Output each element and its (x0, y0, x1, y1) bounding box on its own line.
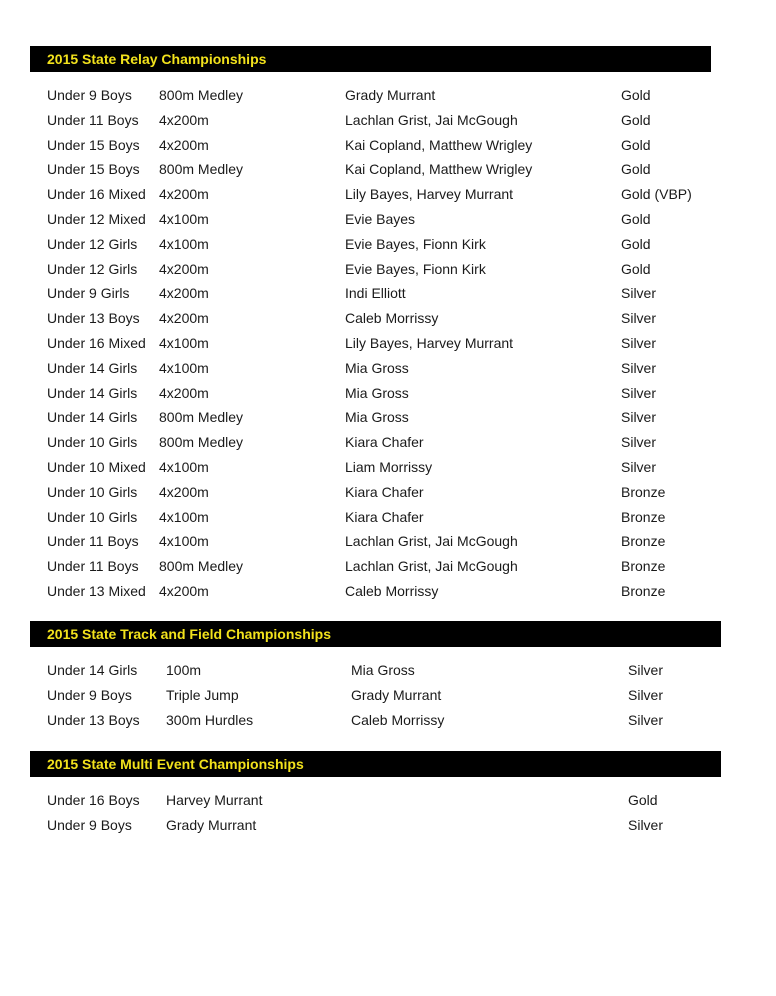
age-group-cell: Under 14 Girls (47, 384, 138, 401)
event-cell: 4x100m (159, 335, 209, 351)
event-cell: 4x100m (159, 211, 209, 227)
athletes-cell: Liam Morrissy (345, 459, 433, 475)
medal-cell: Silver (621, 310, 657, 327)
age-group-cell: Under 11 Boys (47, 558, 139, 575)
medal-cell: Silver (621, 359, 657, 376)
athletes-cell: Mia Gross (345, 384, 409, 401)
athletes-cell: Mia Gross (345, 409, 409, 426)
athletes-cell: Kai Copland, Matthew Wrigley (345, 161, 533, 178)
event-cell: 4x200m (159, 186, 209, 203)
age-group-cell: Under 14 Girls (47, 409, 138, 426)
multi-header-bar (30, 751, 721, 777)
track-header-bar (30, 621, 721, 647)
event-cell: 100m (166, 662, 202, 678)
medal-cell: Gold (621, 87, 651, 103)
age-group-cell: Under 10 Mixed (47, 459, 146, 475)
event-cell: 800m Medley (159, 87, 244, 103)
table-row (0, 260, 776, 285)
event-cell: 4x200m (159, 285, 209, 302)
age-group-cell: Under 13 Mixed (47, 583, 146, 599)
age-group-cell: Under 13 Boys (47, 310, 140, 327)
athletes-cell: Indi Elliott (345, 285, 406, 302)
table-row (0, 111, 776, 136)
athletes-cell: Kiara Chafer (345, 508, 424, 525)
event-cell: 4x100m (159, 359, 209, 376)
athlete-cell: Mia Gross (351, 662, 415, 678)
age-group-cell: Under 12 Girls (47, 260, 138, 277)
event-cell: 800m Medley (159, 558, 244, 575)
table-row (0, 433, 776, 458)
table-row (0, 384, 776, 409)
event-cell: 4x200m (159, 483, 209, 500)
age-group-cell: Under 14 Girls (47, 359, 138, 376)
athletes-cell: Kiara Chafer (345, 483, 424, 500)
event-cell: 4x100m (159, 459, 209, 475)
relay-header-bar (30, 46, 711, 72)
age-group-cell: Under 11 Boys (47, 533, 139, 550)
age-group-cell: Under 9 Girls (47, 285, 130, 302)
medal-cell: Silver (628, 711, 664, 728)
medal-cell: Silver (621, 285, 657, 302)
medal-cell: Bronze (621, 558, 666, 575)
athlete-cell: Caleb Morrissy (351, 711, 445, 728)
medal-cell: Gold (628, 792, 658, 808)
event-cell: 4x200m (159, 260, 209, 277)
event-cell: 4x100m (159, 235, 209, 252)
athletes-cell: Evie Bayes, Fionn Kirk (345, 260, 486, 277)
age-group-cell: Under 16 Mixed (47, 186, 146, 203)
athletes-cell: Lily Bayes, Harvey Murrant (345, 335, 514, 351)
age-group-cell: Under 10 Girls (47, 483, 138, 500)
table-row (0, 185, 776, 210)
table-row (0, 210, 776, 235)
medal-cell: Silver (628, 816, 664, 833)
table-row (0, 582, 776, 607)
age-group-cell: Under 11 Boys (47, 111, 139, 128)
medal-cell: Bronze (621, 583, 666, 599)
athletes-cell: Kiara Chafer (345, 434, 424, 451)
medal-cell: Silver (621, 409, 657, 426)
age-group-cell: Under 15 Boys (47, 161, 140, 178)
age-group-cell: Under 10 Girls (47, 434, 138, 451)
medal-cell: Bronze (621, 508, 666, 525)
athletes-cell: Lily Bayes, Harvey Murrant (345, 186, 514, 203)
age-group-cell: Under 12 Mixed (47, 211, 146, 227)
medal-cell: Gold (621, 161, 651, 178)
age-group-cell: Under 16 Boys (47, 792, 140, 808)
event-cell: Triple Jump (166, 686, 239, 703)
medal-cell: Silver (628, 686, 664, 703)
event-cell: 4x200m (159, 136, 209, 153)
medal-cell: Bronze (621, 483, 666, 500)
medal-cell: Silver (621, 434, 657, 451)
table-row (0, 816, 776, 841)
medal-cell: Gold (621, 260, 651, 277)
athletes-cell: Kai Copland, Matthew Wrigley (345, 136, 533, 153)
age-group-cell: Under 9 Boys (47, 816, 132, 833)
table-row (0, 408, 776, 433)
relay-section-title: 2015 State Relay Championships (47, 51, 267, 67)
event-cell: 4x200m (159, 111, 209, 128)
age-group-cell: Under 12 Girls (47, 235, 138, 252)
table-row (0, 557, 776, 582)
table-row (0, 284, 776, 309)
medal-cell: Gold (621, 111, 651, 128)
event-cell: 4x200m (159, 384, 209, 401)
athletes-cell: Caleb Morrissy (345, 310, 439, 327)
athletes-cell: Lachlan Grist, Jai McGough (345, 558, 518, 575)
athletes-cell: Evie Bayes, Fionn Kirk (345, 235, 486, 252)
table-row (0, 86, 776, 111)
table-row (0, 483, 776, 508)
athletes-cell: Caleb Morrissy (345, 583, 439, 599)
table-row (0, 686, 776, 711)
event-cell: 800m Medley (159, 409, 244, 426)
event-cell: 4x200m (159, 583, 209, 599)
age-group-cell: Under 13 Boys (47, 711, 140, 728)
medal-cell: Gold (621, 136, 651, 153)
age-group-cell: Under 15 Boys (47, 136, 140, 153)
event-cell: 4x100m (159, 533, 209, 550)
age-group-cell: Under 14 Girls (47, 662, 138, 678)
athlete-cell: Grady Murrant (351, 686, 442, 703)
table-row (0, 160, 776, 185)
table-row (0, 235, 776, 260)
medal-cell: Gold (621, 235, 651, 252)
age-group-cell: Under 9 Boys (47, 87, 132, 103)
table-row (0, 136, 776, 161)
table-row (0, 711, 776, 736)
medal-cell: Gold (VBP) (621, 186, 692, 203)
table-row (0, 532, 776, 557)
athlete-cell: Harvey Murrant (166, 792, 263, 808)
medal-cell: Silver (621, 459, 657, 475)
athletes-cell: Evie Bayes (345, 211, 416, 227)
medal-cell: Silver (621, 335, 657, 351)
athletes-cell: Mia Gross (345, 359, 409, 376)
medal-cell: Gold (621, 211, 651, 227)
age-group-cell: Under 16 Mixed (47, 335, 146, 351)
athlete-cell: Grady Murrant (166, 816, 257, 833)
event-cell: 800m Medley (159, 434, 244, 451)
multi-section-title: 2015 State Multi Event Championships (47, 756, 304, 772)
table-row (0, 309, 776, 334)
event-cell: 300m Hurdles (166, 711, 254, 728)
athletes-cell: Grady Murrant (345, 87, 436, 103)
event-cell: 4x100m (159, 508, 209, 525)
table-row (0, 458, 776, 483)
age-group-cell: Under 9 Boys (47, 686, 132, 703)
medal-cell: Silver (628, 662, 664, 678)
age-group-cell: Under 10 Girls (47, 508, 138, 525)
athletes-cell: Lachlan Grist, Jai McGough (345, 533, 518, 550)
event-cell: 800m Medley (159, 161, 244, 178)
table-row (0, 791, 776, 816)
event-cell: 4x200m (159, 310, 209, 327)
table-row (0, 508, 776, 533)
table-row (0, 334, 776, 359)
athletes-cell: Lachlan Grist, Jai McGough (345, 111, 518, 128)
track-section-title: 2015 State Track and Field Championships (47, 626, 331, 642)
medal-cell: Bronze (621, 533, 666, 550)
medal-cell: Silver (621, 384, 657, 401)
table-row (0, 661, 776, 686)
table-row (0, 359, 776, 384)
